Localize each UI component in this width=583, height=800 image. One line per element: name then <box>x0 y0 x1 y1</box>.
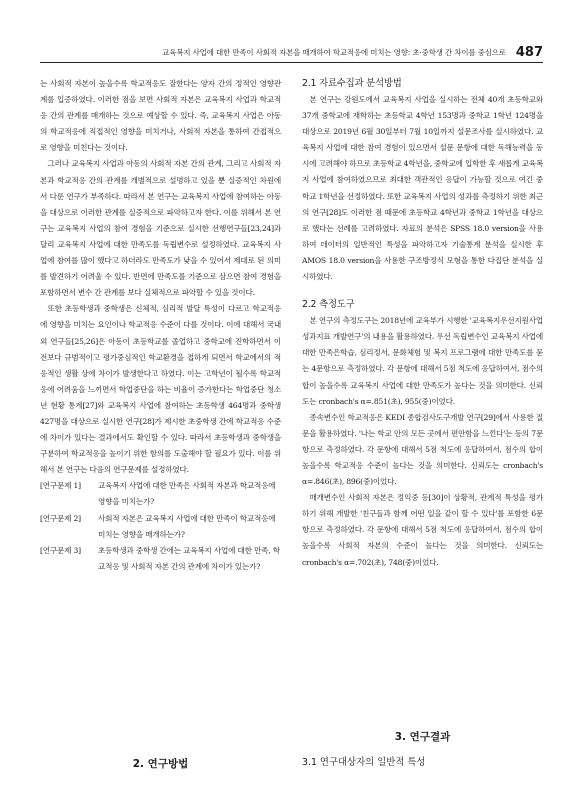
rq-text: 교육복지 사업에 대한 만족은 사회적 자본과 학교적응에 영향을 미치는가? <box>98 481 276 507</box>
paragraph: 본 연구의 측정도구는 2018년에 교육부가 시행한 '교육복지우선지원사업 성과지표 개발연구'의 내용을 활용하였다. 우선 독립변수인 교육복지 사업에 대한 만족은학습, 심리정서, 문화체험 및 복지 프로그램에 대한 만족도를 묻는 4문항으로 측정하였다. 각 문항에 대해서 5점 척도에 응답하여서, 점수의 합이 높을수록 교육복지 사업에 대한 만족도가 높다는 것을 의미한다. 신뢰도는 cronbach's α=.851(초), 955(중)이었다. <box>302 316 543 406</box>
paragraph: 본 연구는 강원도에서 교육복지 사업을 실시하는 전체 40개 초등학교와 37개 중학교에 재학하는 초등학교 4학년 153명과 중학교 1학년 124명을 대상으로 2019년 6월 30일부터 7월 10일까지 설문조사를 실시하였다. 교육복지 사업에 대한 참여 경험이 있으면서 설문 문항에 대한 독해능력을 동시에 고려해야 하므로 초등학교 4학년을, 중학교에 입학한 후 새롭게 교육복지 사업에 참여하였으므로 최대한 객관적인 응답이 가능할 것으로 여긴 중학교 1학년을 선정하였다. 또한 교육복지 사업의 성과를 측정하기 위한 최근의 연구[28]도 이러한 점 때문에 초등학교 4학년과 중학교 1학년을 대상으로 했다는 선례를 고려하였다. 자료의 분석은 SPSS 18.0 version을 사용하여 데이터의 일반적인 특성을 파악하고자 기술통계 분석을 실시한 후 AMOS 18.0 version을 사용한 구조방정식 모형을 통한 다집단 분석을 실시하였다. <box>302 95 543 282</box>
paragraph: 종속변수인 학교적응은 KEDI 종합검사도구개발 연구[29]에서 사용한 질문을 활용하였다. '나는 학교 안의 모든 곳에서 편안함을 느낀다'는 등의 7문항으로 측정하였다. 각 문항에 대해서 5점 척도에 응답하여서, 점수의 합이 높을수록 학교적응 수준이 높다는 것을 의미한다. 신뢰도는 cronbach's α=.846(초), 896(중)이었다. <box>302 412 543 487</box>
section-heading-results: 3. 연구결과 <box>394 731 451 743</box>
paragraph: 는 사회적 자본이 높을수록 학교적응도 잘한다는 양자 간의 정적인 영향관계를 입증하였다. 이러한 점을 보면 사회적 자본은 교육복지 사업과 학교적응 간의 관계를 매개하는 것으로 예상할 수 있다. 즉, 교육복지 사업은 아동의 학교적응에 직접적인 영향을 미치거나, 사회적 자본을 통하여 간접적으로 영향을 미친다는 것이다. <box>40 79 281 153</box>
paragraph: 또한 초등학생과 중학생은 신체적, 심리적 발달 특성이 다르고 학교적응에 영향을 미치는 요인이나 학교적응 수준이 다를 것이다. 이에 대해서 국내외 연구들[25,26]은 아동이 초등학교를 졸업하고 중학교에 진학하면서 이전보다 규범적이고 평가중심적인 학교환경을 접하게 되면서 학교에서의 적응적인 생활 상에 차이가 발생한다고 하였다. 이는 고학년이 될수록 학교적응에 어려움을 느끼면서 학업중단을 하는 비율이 증가한다는 학업중단 청소년 현황 통계[27]와 교육복지 사업에 참여하는 초등학생 464명과 중학생 427명을 대상으로 실시한 연구[28]가 제시한 초중학생 간에 학교적응 수준에 차이가 있다는 결과에서도 확인할 수 있다. 따라서 초등학생과 중학생을 구분하여 학교적응을 높이기 위한 함의를 도출해야 할 필요가 있다. 이를 위해서 본 연구는 다음의 연구문제를 설정하였다. <box>40 304 281 475</box>
research-question-2 <box>40 511 281 543</box>
subsection-heading: 2.1 자료수집과 분석방법 <box>302 78 402 89</box>
subsection-heading: 3.1 연구대상자의 일반적 특성 <box>302 757 426 768</box>
paragraph: 매개변수인 사회적 자본은 정익중 등[30]이 상황적, 관계적 특성을 평가하기 위해 개발한 '친구들과 함께 어떤 일을 같이 할 수 있다'를 포함한 6문항으로 측정하였다. 각 문항에 대해서 5점 척도에 응답하여서, 점수의 합이 높을수록 사회적 자본의 수준이 높다는 것을 의미한다. 신뢰도는 cronbach's α=.702(초), 748(중)이었다. <box>302 493 543 567</box>
rq-label: [연구문제 3] <box>40 545 81 555</box>
left-column <box>40 76 281 575</box>
spacer <box>302 285 543 297</box>
rq-text: 초등학생과 중학생 간에는 교육복지 사업에 대한 만족, 학교적응 및 사회적 자본 간의 관계에 차이가 있는가? <box>98 545 280 571</box>
rq-text: 사회적 자본은 교육복지 사업에 대한 만족이 학교적응에 미치는 영향을 매개하는가? <box>98 513 276 539</box>
running-title: 교육복지 사업에 대한 만족이 사회적 자본을 매개하여 학교적응에 미치는 영향: 초·중학생 간 차이를 중심으로 <box>162 48 506 57</box>
rq-label: [연구문제 2] <box>40 513 81 523</box>
page-number: 487 <box>515 45 543 60</box>
paragraph: 그러나 교육복지 사업과 아동의 사회적 자본 간의 관계, 그리고 사회적 자본과 학교적응 간의 관계를 개별적으로 설명하고 있을 뿐 실증적인 차원에서 다룬 연구가 부족하다. 따라서 본 연구는 교육복지 사업에 참여하는 아동을 대상으로 이러한 관계를 실증적으로 파악하고자 한다. 이를 위해서 본 연구는 교육복지 사업의 참여 경험을 기준으로 실시한 선행연구들[23,24]과 달리 교육복지 사업에 대한 만족도를 독립변수로 설정하였다. 교육복지 사업에 참여를 많이 했다고 하더라도 만족도가 낮을 수 있어서 제대로 된 의미를 발견하기 어려울 수 있다. 반면에 만족도를 기준으로 삼으면 참여 경험을 포함하면서 변수 간 관계를 보다 실체적으로 파악할 수 있을 것이다. <box>40 159 281 298</box>
research-question-3 <box>40 543 281 575</box>
running-header <box>40 40 543 63</box>
right-column <box>302 76 543 571</box>
rq-label: [연구문제 1] <box>40 481 81 491</box>
section-heading-methods: 2. 연구방법 <box>132 758 189 770</box>
subsection-heading: 2.2 측정도구 <box>302 299 355 311</box>
research-question-1 <box>40 478 281 510</box>
